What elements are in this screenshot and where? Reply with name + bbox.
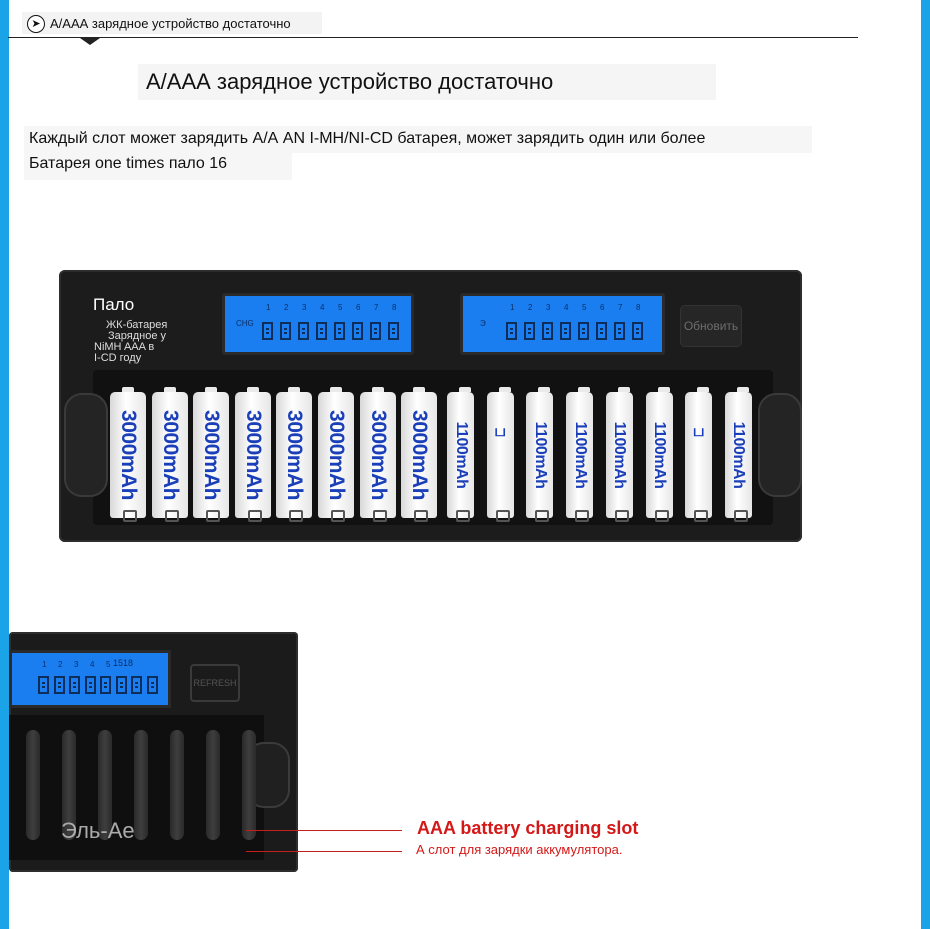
lcd-slot-number: 3 <box>546 303 551 312</box>
battery-capacity-label: 3000mAh <box>117 410 140 500</box>
aaa-battery <box>566 392 593 518</box>
aaa-slot-post <box>206 730 220 840</box>
slot-contact-clip <box>496 510 510 522</box>
lcd-battery-cell-icon <box>262 322 273 340</box>
charger-spec-line: Зарядное у <box>108 330 166 342</box>
page-title: А/ААА зарядное устройство достаточно <box>146 69 554 94</box>
battery-capacity-label: 3000mAh <box>158 410 182 500</box>
lcd-slot-number: 5 <box>338 303 343 312</box>
lcd-slot-number: 6 <box>356 303 361 312</box>
callout-line <box>246 830 402 831</box>
aaa-battery <box>447 392 474 518</box>
battery-capacity-label: 3000mAh <box>241 410 265 500</box>
left-blue-edge <box>0 0 9 929</box>
lcd-slot-number: 2 <box>284 303 289 312</box>
lcd-battery-cell-icon <box>85 676 96 694</box>
battery-capacity-label: 1100mAh <box>730 421 748 489</box>
battery-capacity-label: 3000mAh <box>366 410 390 500</box>
slot-contact-clip <box>694 510 708 522</box>
battery-capacity-label: 1100mAh <box>452 421 470 489</box>
lcd-battery-cell-icon <box>316 322 327 340</box>
lcd-battery-cell-icon <box>147 676 158 694</box>
description-line-2: Батарея one times пало 16 <box>29 155 228 172</box>
lcd-battery-cell-icon <box>69 676 80 694</box>
lcd-battery-cell-icon <box>524 322 535 340</box>
slot-contact-clip <box>734 510 748 522</box>
header-notch <box>80 38 100 45</box>
lcd-slot-number: 7 <box>618 303 623 312</box>
lcd-battery-cell-icon <box>38 676 49 694</box>
lcd-slot-number: 1 <box>42 660 47 669</box>
slot-contact-clip <box>414 510 428 522</box>
aa-battery <box>193 392 229 518</box>
battery-capacity-label: 3000mAh <box>408 410 432 500</box>
lcd-extra-readout: 1518 <box>113 658 134 668</box>
tray-side-cutout-left <box>64 393 108 497</box>
battery-capacity-label: 1100mAh <box>571 421 589 489</box>
lcd-battery-cell-icon <box>632 322 643 340</box>
charger-spec-line: NiMH AAA в <box>94 341 155 353</box>
battery-capacity-label: 3000mAh <box>200 410 224 500</box>
lcd-mode-label: Э <box>480 319 486 328</box>
aa-battery <box>152 392 188 518</box>
slot-contact-clip <box>331 510 345 522</box>
slot-contact-clip <box>655 510 669 522</box>
lcd-slot-number: 2 <box>58 660 63 669</box>
lcd-slot-number: 1 <box>510 303 515 312</box>
aa-battery <box>318 392 354 518</box>
header-divider <box>8 37 858 38</box>
description-line-1: Каждый слот может зарядить А/А AN I-MH/NI-CD батарея, может зарядить один или более <box>29 130 706 147</box>
watermark: Эль-Ае <box>61 818 135 843</box>
aaa-slot-post <box>170 730 184 840</box>
lcd-battery-cell-icon <box>370 322 381 340</box>
battery-capacity-label: 1100mAh <box>611 421 629 489</box>
aaa-battery <box>685 392 712 518</box>
battery-capacity-label: 3000mAh <box>325 410 348 500</box>
charger-spec-line: ЖК-батарея <box>106 319 168 331</box>
aaa-slot-post <box>26 730 40 840</box>
lcd-mode-label: CHG <box>236 319 254 328</box>
lcd-battery-cell-icon <box>298 322 309 340</box>
lcd-battery-cell-icon <box>578 322 589 340</box>
callout-title: AAA battery charging slot <box>417 818 639 838</box>
lcd-slot-number: 5 <box>582 303 587 312</box>
lcd-slot-number: 3 <box>74 660 79 669</box>
lcd-battery-cell-icon <box>614 322 625 340</box>
callout-subtitle: А слот для зарядки аккумулятора. <box>416 842 623 857</box>
slot-contact-clip <box>456 510 470 522</box>
arrow-right-icon[interactable]: ➤ <box>27 15 45 33</box>
right-blue-edge <box>921 0 930 929</box>
slot-contact-clip <box>575 510 589 522</box>
lcd-slot-number: 6 <box>600 303 605 312</box>
lcd-battery-cell-icon <box>131 676 142 694</box>
battery-capacity-label: 3000mAh <box>283 410 307 500</box>
battery-capacity-label: 1100mAh <box>651 421 668 489</box>
lcd-slot-number: 1 <box>266 303 271 312</box>
lcd-battery-cell-icon <box>116 676 127 694</box>
battery-capacity-label: 1100mAh <box>531 421 549 489</box>
lcd-slot-number: 4 <box>564 303 569 312</box>
aa-battery <box>235 392 271 518</box>
aa-battery <box>360 392 396 518</box>
slot-contact-clip <box>206 510 220 522</box>
lcd-battery-cell-icon <box>100 676 111 694</box>
lcd-slot-number: 4 <box>320 303 325 312</box>
lcd-battery-cell-icon <box>280 322 291 340</box>
aaa-battery <box>725 392 752 518</box>
lcd-slot-number: 2 <box>528 303 533 312</box>
lcd-battery-cell-icon <box>560 322 571 340</box>
lcd-slot-number: 4 <box>90 660 95 669</box>
lcd-slot-number: 7 <box>374 303 379 312</box>
lcd-slot-number: 8 <box>636 303 641 312</box>
aa-battery <box>276 392 312 518</box>
aaa-slot-post <box>134 730 148 840</box>
lcd-slot-number: 3 <box>302 303 307 312</box>
slot-contact-clip <box>123 510 137 522</box>
lcd-battery-cell-icon <box>352 322 363 340</box>
slot-contact-clip <box>248 510 262 522</box>
slot-contact-clip <box>165 510 179 522</box>
lcd-battery-cell-icon <box>506 322 517 340</box>
lcd-battery-cell-icon <box>54 676 65 694</box>
slot-contact-clip <box>535 510 549 522</box>
charger-brand: Пало <box>93 295 135 314</box>
aaa-slot-post <box>242 730 256 840</box>
aaa-battery <box>646 392 673 518</box>
lcd-battery-cell-icon <box>596 322 607 340</box>
lcd-slot-number: 8 <box>392 303 397 312</box>
refresh-button-bottom[interactable]: REFRESH <box>190 664 240 702</box>
battery-logo-icon: ப <box>692 423 705 440</box>
tray-side-cutout-right <box>758 393 802 497</box>
lcd-battery-cell-icon <box>388 322 399 340</box>
lcd-battery-cell-icon <box>334 322 345 340</box>
lcd-battery-cell-icon <box>542 322 553 340</box>
aa-battery <box>110 392 146 518</box>
aaa-battery <box>526 392 553 518</box>
header-label: А/ААА зарядное устройство достаточно <box>50 16 291 31</box>
callout-line <box>246 851 402 852</box>
charger-spec-line: I-CD году <box>94 352 142 364</box>
refresh-button[interactable]: Обновить <box>680 305 742 347</box>
slot-contact-clip <box>373 510 387 522</box>
battery-logo-icon: ப <box>494 423 507 440</box>
aa-battery <box>401 392 437 518</box>
aaa-battery <box>606 392 633 518</box>
lcd-slot-number: 5 <box>106 660 111 669</box>
slot-contact-clip <box>289 510 303 522</box>
aaa-battery <box>487 392 514 518</box>
slot-contact-clip <box>615 510 629 522</box>
